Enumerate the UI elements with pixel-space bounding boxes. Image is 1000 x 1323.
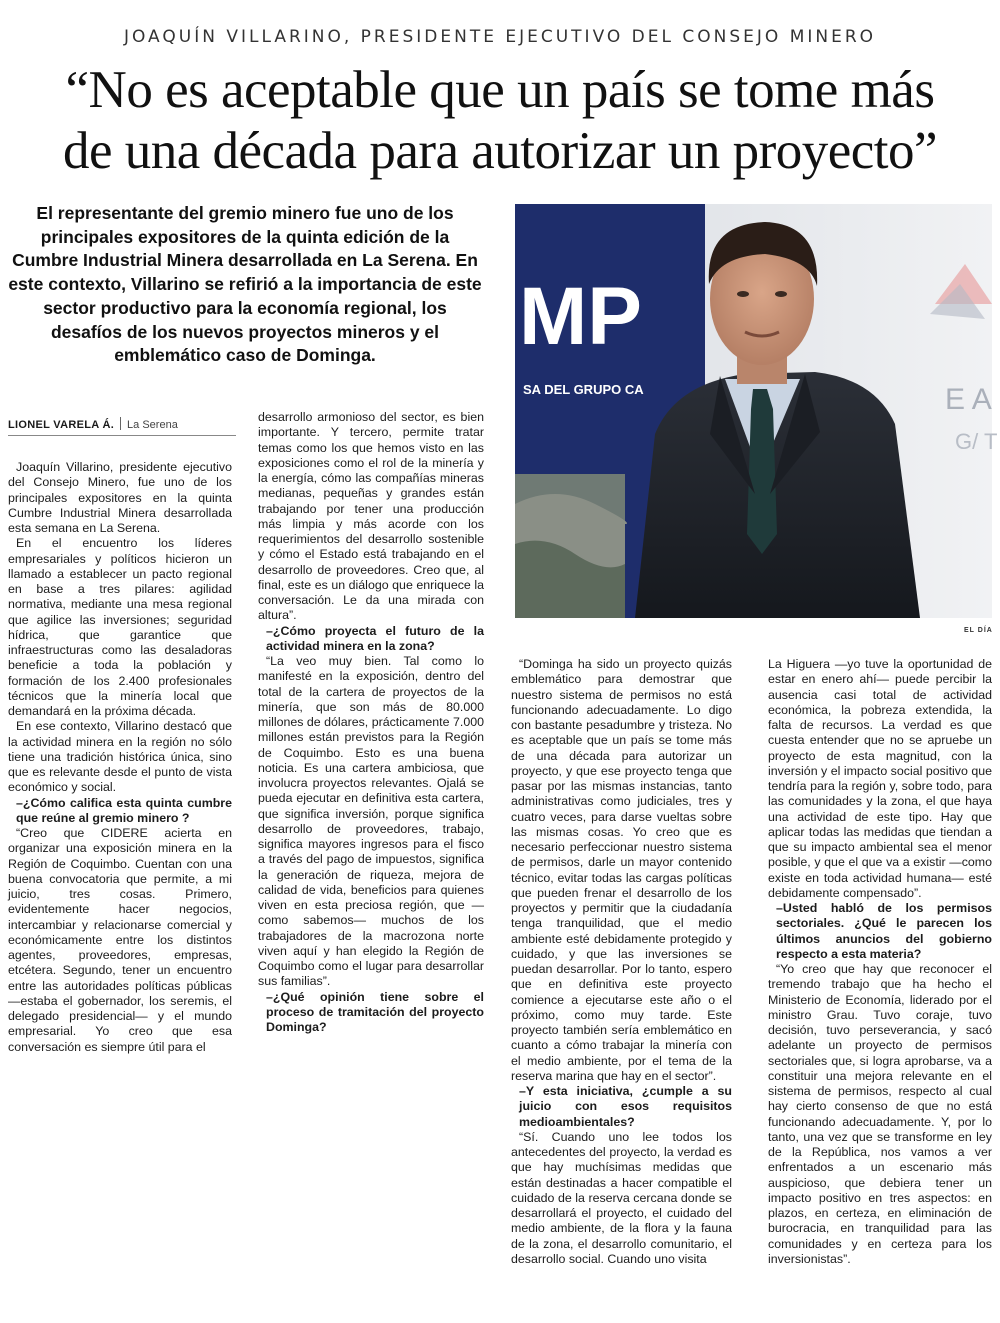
- paragraph: “Dominga ha sido un proyecto quizás emblemático para demostrar que nuestro sistema de permisos no está funcionando adecuadamente. Lo digo con bastante pesadumbre y tristeza. No es aceptable que un país se tome más de una década para autorizar un proyecto, y que ese proyecto tenga que pasar por las mismas instancias, tanto administrativas como judiciales, tres y cuatro veces, para darse vueltas sobre las mismas cosas. Yo creo que es necesario perfeccionar nuestro sistema de permisos, darle un mayor contenido técnico, evitar todas las cargas políticas que pueden frenar el desarrollo de los proyectos y permitir que la ciudadanía tenga tranquilidad, que el medio ambiente esté debidamente protegido y cuidado, y que las inversiones se puedan desarrollar. Por lo tanto, espero que en definitiva este proyecto comience a ejecutarse este año o el próximo, como muy tarde. Este proyecto también sería emblemático en cuanto a cómo trabajar la minería con el medio ambiente, por el tema de la reserva marina que hay en el sector”.: [511, 657, 732, 1083]
- paragraph: desarrollo armonioso del sector, es bien importante. Y tercero, permite tratar temas como los que hemos visto en las exposiciones como el rol de la minería y la energía, cómo las compañías mineras medianas, pequeñas y grandes están trabajando por tener una producción más limpia y más acorde con los requerimientos del desarrollo sostenible y cómo el Estado está trabajando en el desarrollo de proveedores. Creo que, al final, este es un diálogo que enriquece la conversación. Le da una mirada con altura”.: [258, 410, 484, 623]
- location: La Serena: [127, 419, 178, 431]
- paragraph: “Creo que CIDERE acierta en organizar una exposición minera en la Región de Coquimbo. Cuentan con una buena convocatoria que permite, a mi juicio, tres cosas. Primero, evidentemente hacer negocios, intercambiar y relacionarse comercial y económicamente entre los distintos agentes, proveedores, empresas, etcétera. Segundo, tener un encuentro entre las autoridades políticas públicas —estaba el gobernador, los seremis, el delegado presidencial— y el mundo empresarial. Yo creo que esa conversación es siempre útil para el: [8, 826, 232, 1054]
- paragraph: En el encuentro los líderes empresariales y políticos hicieron un llamado a establecer un pacto regional en base a tres pilares: agilidad normativa, mediante una mesa regional que agilice las inversiones; seguridad hídrica, que garantice que infraestructuras como las desaladoras beneficie a toda la población y formación de los 2.400 profesionales técnicos que la minería local que demandará en la próxima década.: [8, 536, 232, 718]
- headline-line-1: “No es aceptable que un país se tome más: [65, 61, 935, 119]
- portrait-photo: [515, 204, 998, 618]
- byline-separator: [120, 417, 121, 430]
- question: –Y esta iniciativa, ¿cumple a su juicio con esos requisitos medioambientales?: [519, 1084, 732, 1129]
- byline-rule: [8, 435, 236, 436]
- banner-logo: MP: [519, 271, 642, 362]
- column-3: [511, 657, 732, 1267]
- lede: El representante del gremio minero fue uno de los principales expositores de la quinta edición de la Cumbre Industrial Minera desarrollada en La Serena. En este contexto, Villarino se refirió a la importancia de este sector productivo para la economía regional, los desafíos de los nuevos proyectos mineros y el emblemático caso de Dominga.: [8, 203, 482, 366]
- photo-credit: EL DÍA: [964, 627, 993, 634]
- banner-text: SA DEL GRUPO CA: [523, 382, 644, 397]
- portrait-illustration: [515, 204, 998, 618]
- paragraph: “La veo muy bien. Tal como lo manifesté en la exposición, dentro del total de la cartera de proyectos de la minería, que son más de 80.000 millones de dólares, prácticamente 7.000 millones están previstos para la Región de Coquimbo. Esto es una buena noticia. Es una cartera ambiciosa, que involucra proyectos relevantes. Ojalá se pueda ejecutar en definitiva esta cartera, que significa inversión, porque significa desarrollo de proveedores, trabajo, significa mayores ingresos para el fisco a través del pago de impuestos, significa la generación de riqueza, mejora de calidad de vida, beneficios para quienes viven en esta preciosa región, que —como sabemos— muchos de los trabajadores de la macrozona norte viven aquí y han elegido la Región de Coquimbo como el lugar para desarrollar sus familias”.: [258, 654, 484, 989]
- column-4: [768, 657, 992, 1267]
- question: –¿Cómo califica esta quinta cumbre que reúne al gremio minero ?: [16, 795, 232, 825]
- paragraph: En ese contexto, Villarino destacó que la actividad minera en la región no sólo tiene una tradición histórica única, sino que es relevante desde el punto de vista económico y social.: [8, 719, 232, 795]
- paragraph: Joaquín Villarino, presidente ejecutivo del Consejo Minero, fue uno de los principales expositores en la quinta Cumbre Industrial Minera desarrollada esta semana en La Serena.: [8, 460, 232, 535]
- column-1: [8, 460, 232, 1055]
- paragraph: La Higuera —yo tuve la oportunidad de estar en enero ahí— puede percibir la ausencia casi total de actividad económica, la pobreza extendida, la falta de recursos. La verdad es que cuesta entender que no se apruebe un proyecto de esta magnitud, con la inversión y el impacto social positivo que tendría para la región y, sobre todo, para las comunidades y la zona, el que haya una actividad de este tipo. Hay que aplicar todas las medidas que tiendan a que su impacto ambiental sea el menor posible, y que el que va a existir —como existe en toda actividad humana— esté debidamente compensado”.: [768, 657, 992, 900]
- svg-text:G/ T: G/ T: [955, 429, 998, 454]
- byline: [8, 417, 236, 431]
- svg-text:E A: E A: [945, 383, 992, 416]
- kicker: JOAQUÍN VILLARINO, PRESIDENTE EJECUTIVO DEL CONSEJO MINERO: [123, 27, 877, 47]
- column-2: [258, 410, 484, 1035]
- question: –Usted habló de los permisos sectoriales. ¿Qué le parecen los últimos anuncios del gobierno respecto a esta materia?: [776, 901, 992, 961]
- headline-line-2: de una década para autorizar un proyecto”: [62, 122, 938, 180]
- paragraph: “Yo creo que hay que reconocer el tremendo trabajo que ha hecho el Ministerio de Economía, liderado por el ministro Grau. Tuvo coraje, tuvo decisión, tuvo perseverancia, y sacó adelante un proyecto de permisos sectoriales que, si logra aprobarse, va a constituir una mejora relevante en el sistema de permisos, respecto al cual hay cierto consenso de que no está funcionando adecuadamente. Y, por lo tanto, una vez que se transforme en ley de la República, nos vamos a ver enfrentados a un escenario más auspicioso, que debiera tener un impacto positivo en tres aspectos: en plazos, en certeza, en eliminación de burocracia, en tranquilidad para las comunidades y en certeza para los inversionistas”.: [768, 962, 992, 1266]
- author-name: LIONEL VARELA Á.: [8, 419, 115, 431]
- question: –¿Cómo proyecta el futuro de la actividad minera en la zona?: [266, 623, 484, 653]
- paragraph: “Sí. Cuando uno lee todos los antecedentes del proyecto, la verdad es que hay muchísimas medidas que están destinadas a hacer compatible el cuidado de la reserva cercana donde se desarrollará el proyecto, el cuidado del medio ambiente, de la flora y la fauna de la zona, el desarrollo comunitario, el desarrollo social. Cuando uno visita: [511, 1129, 732, 1266]
- headline: [0, 60, 1000, 182]
- question: –¿Qué opinión tiene sobre el proceso de tramitación del proyecto Dominga?: [266, 989, 484, 1034]
